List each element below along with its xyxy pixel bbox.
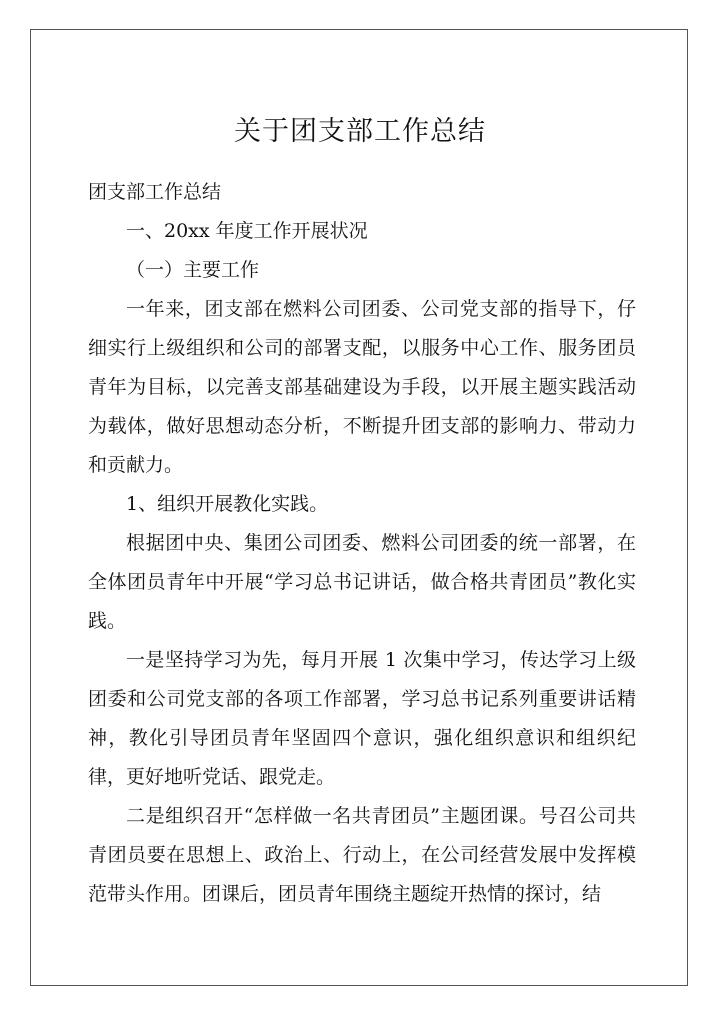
paragraph: 一是坚持学习为先，每月开展 1 次集中学习，传达学习上级团委和公司党支部的各项工作部署，学习总书记系列重要讲话精神，教化引导团员青年坚固四个意识，强化组织意识和组织纪律，更好地听党话、跟党走。 [88,649,636,788]
paragraph: 1、组织开展教化实践。 [126,493,329,515]
paragraph: 团支部工作总结 [88,181,222,203]
paragraph: 一、20xx 年度工作开展状况 [126,220,368,242]
paragraph: 一年来，团支部在燃料公司团委、公司党支部的指导下，仔细实行上级组织和公司的部署支配，以服务中心工作、服务团员青年为目标，以完善支部基础建设为手段，以开展主题实践活动为载体，做好思想动态分析，不断提升团支部的影响力、带动力和贡献力。 [88,298,636,476]
document-title: 关于团支部工作总结 [234,116,486,147]
paragraph: （一）主要工作 [126,259,260,281]
paragraph: 二是组织召开“怎样做一名共青团员”主题团课。号召公司共青团员要在思想上、政治上、行动上，在公司经营发展中发挥模范带头作用。团课后，团员青年围绕主题绽开热情的探讨，结 [88,805,636,905]
paragraph: 根据团中央、集团公司团委、燃料公司团委的统一部署，在全体团员青年中开展“学习总书记讲话，做合格共青团员”教化实践。 [88,532,636,632]
document-body [88,173,636,914]
